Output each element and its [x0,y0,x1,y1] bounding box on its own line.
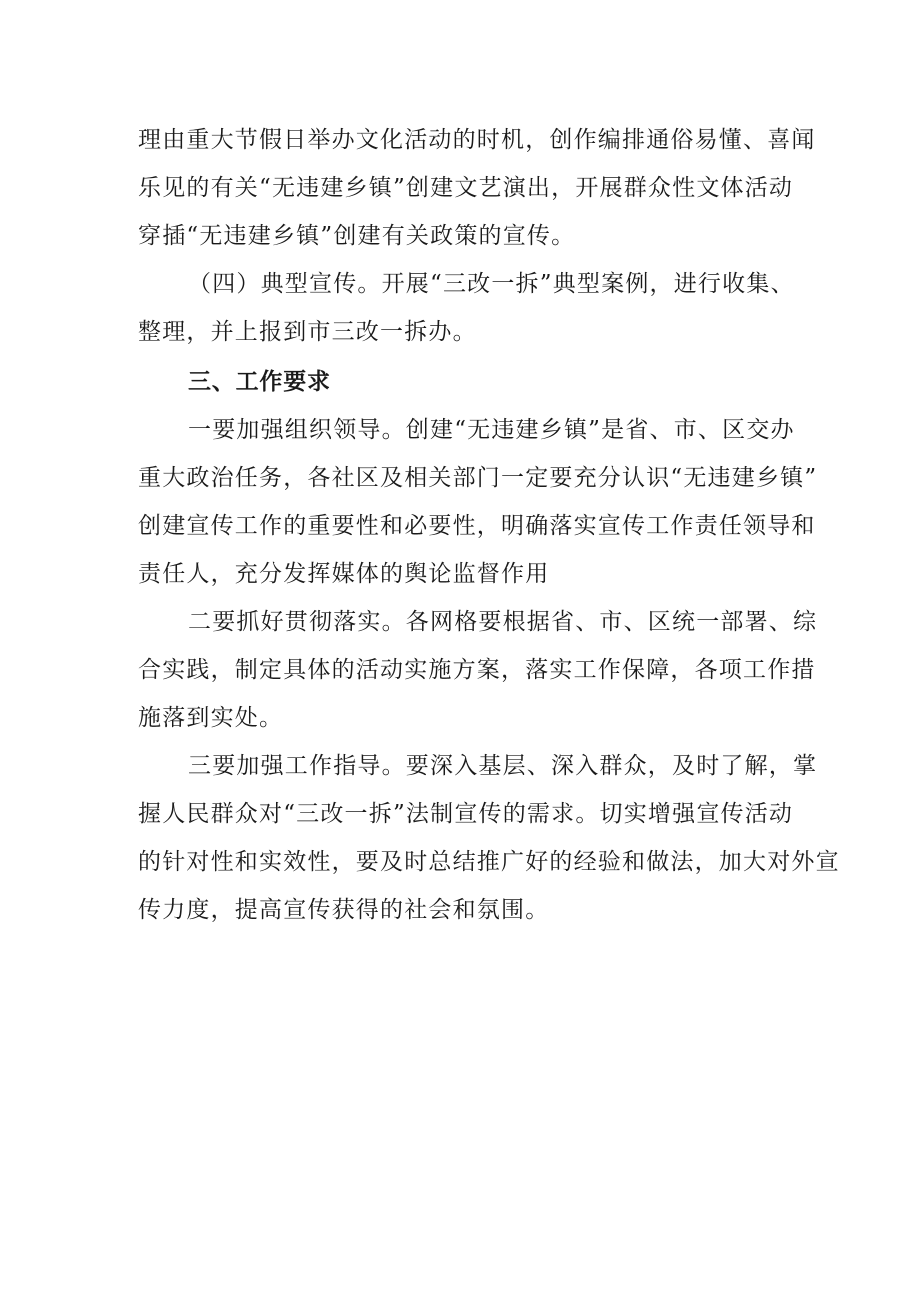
text-line: 三要加强工作指导。要深入基层、深入群众，及时了解，掌 [188,753,818,779]
section-heading: 三、工作要求 [188,369,331,395]
text-line: 理由重大节假日举办文化活动的时机，创作编排通俗易懂、喜闻 [138,127,816,153]
text-line: 整理，并上报到市三改一拆办。 [138,319,477,345]
text-line: （四）典型宣传。开展“三改一拆”典型案例，进行收集、 [188,271,795,297]
text-line: 握人民群众对“三改一拆”法制宣传的需求。切实增强宣传活动 [138,801,794,827]
text-line: 责任人，充分发挥媒体的舆论监督作用 [138,561,550,587]
text-line: 合实践，制定具体的活动实施方案，落实工作保障，各项工作措 [138,657,816,683]
text-line: 重大政治任务，各社区及相关部门一定要充分认识“无违建乡镇” [138,465,818,491]
text-line: 创建宣传工作的重要性和必要性，明确落实宣传工作责任领导和 [138,513,816,539]
text-line: 施落到实处。 [138,705,284,731]
text-line: 一要加强组织领导。创建“无违建乡镇”是省、市、区交办 [188,417,795,443]
text-line: 二要抓好贯彻落实。各网格要根据省、市、区统一部署、综 [188,609,818,635]
text-line: 传力度，提高宣传获得的社会和氛围。 [138,897,550,923]
text-line: 穿插“无违建乡镇”创建有关政策的宣传。 [138,223,576,249]
text-line: 乐见的有关“无违建乡镇”创建文艺演出，开展群众性文体活动 [138,175,794,201]
text-line: 的针对性和实效性，要及时总结推广好的经验和做法，加大对外宣 [138,849,840,875]
